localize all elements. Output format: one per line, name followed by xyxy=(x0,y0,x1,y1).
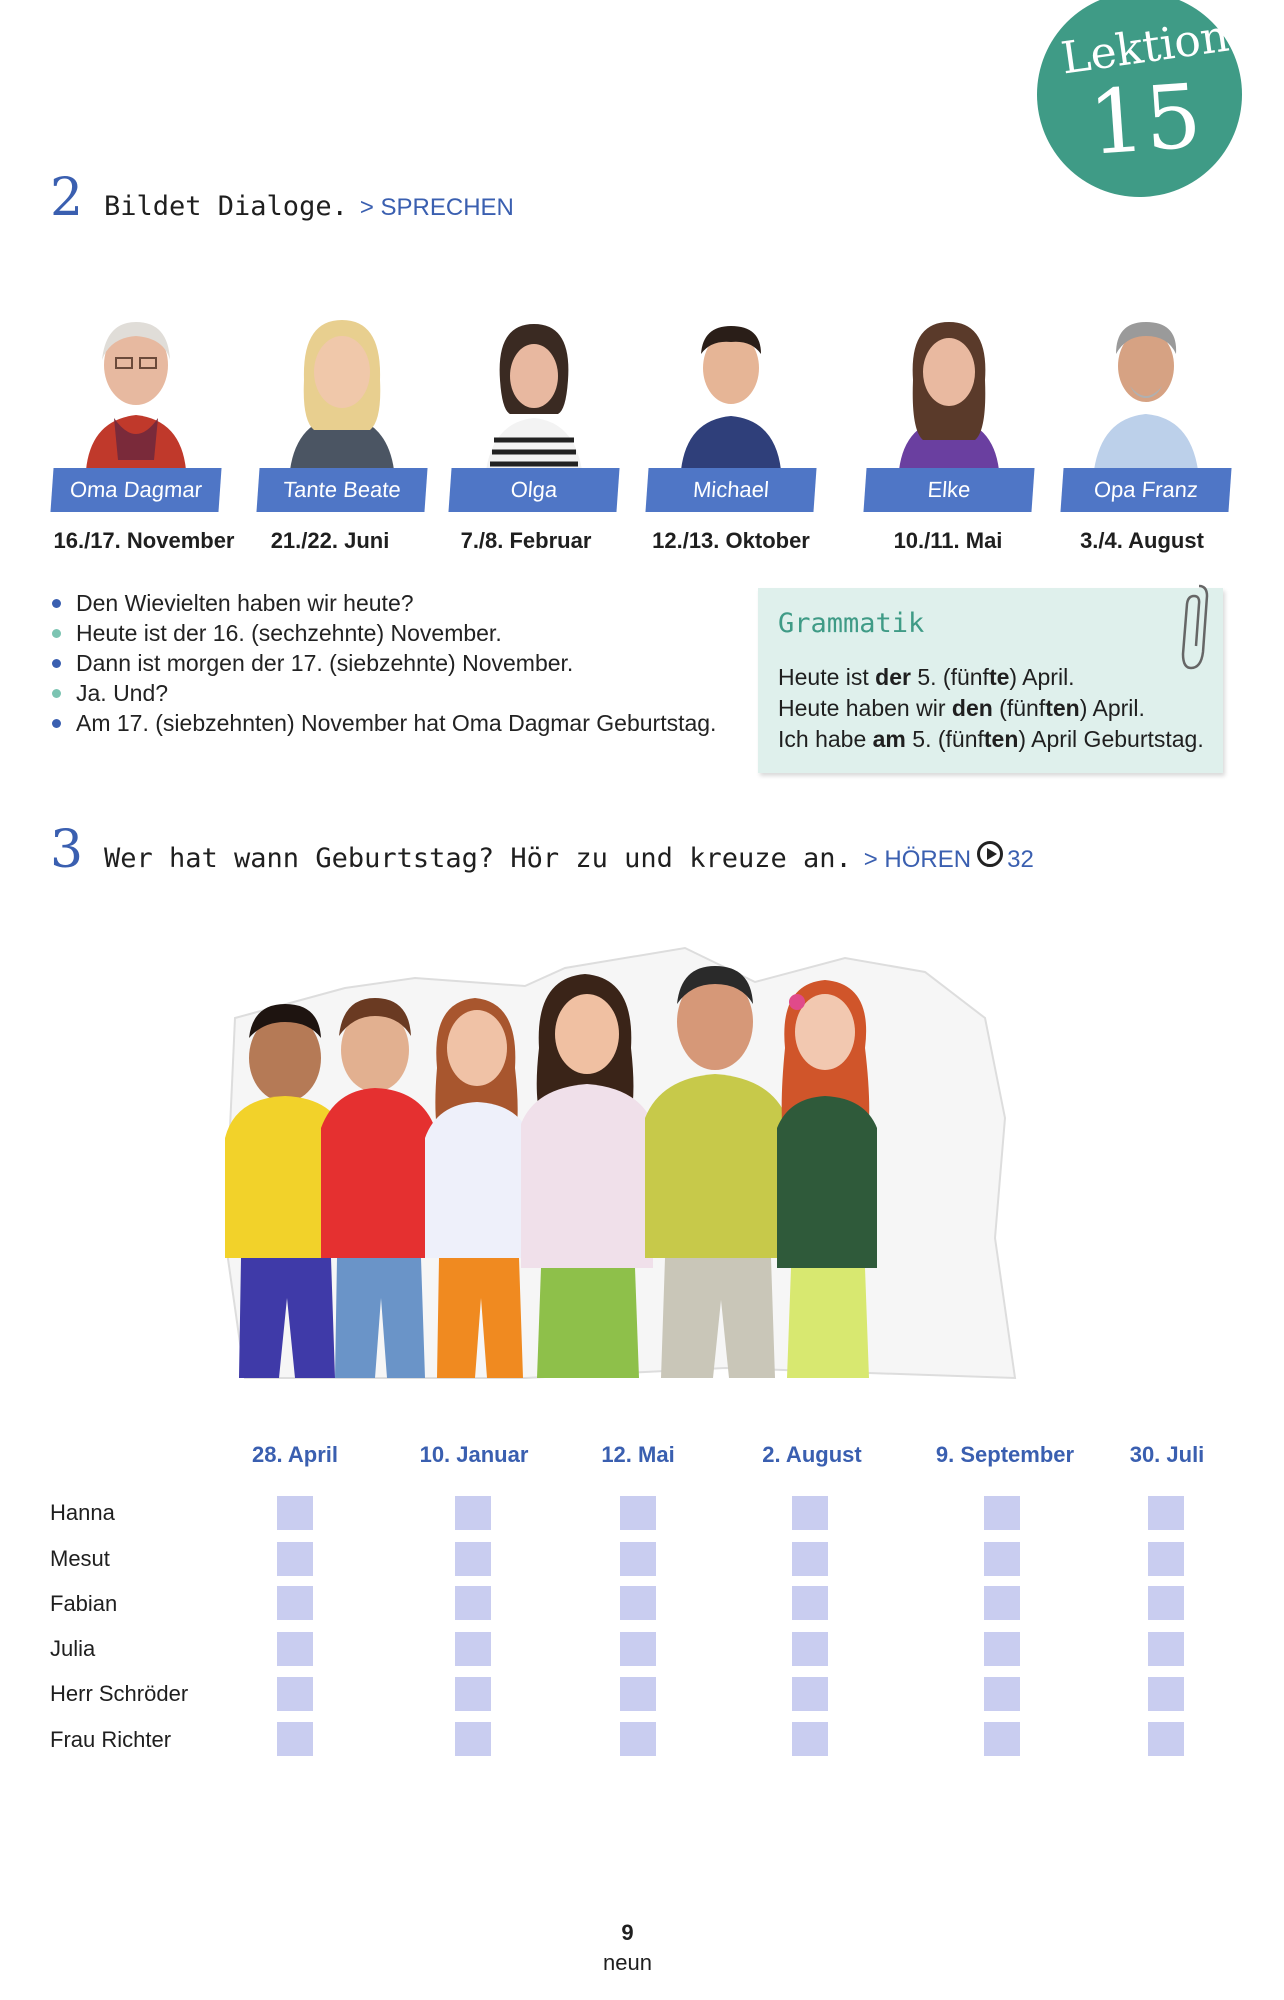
answer-checkbox[interactable] xyxy=(1148,1586,1184,1620)
answer-checkbox[interactable] xyxy=(620,1722,656,1756)
answer-checkbox[interactable] xyxy=(277,1677,313,1711)
row-label: Julia xyxy=(50,1636,96,1661)
date-column-header: 28. April xyxy=(252,1442,338,1467)
task-3-heading xyxy=(50,820,1034,880)
date-column-header: 30. Juli xyxy=(1129,1442,1205,1467)
grammar-lines xyxy=(778,662,1204,755)
person-photo xyxy=(76,310,196,470)
row-label: Herr Schröder xyxy=(50,1681,189,1706)
task-number: 2 xyxy=(50,168,84,228)
answer-checkbox[interactable] xyxy=(792,1542,828,1576)
dialogue-line: Den Wievielten haben wir heute? xyxy=(50,588,750,618)
answer-checkbox[interactable] xyxy=(984,1542,1020,1576)
answer-checkbox[interactable] xyxy=(455,1722,491,1756)
person-card xyxy=(258,310,426,510)
date-column-header: 2. August xyxy=(762,1442,862,1467)
date-column-header: 10. Januar xyxy=(419,1442,529,1467)
answer-checkbox[interactable] xyxy=(792,1496,828,1530)
answer-checkbox[interactable] xyxy=(984,1677,1020,1711)
row-label: Mesut xyxy=(50,1546,110,1571)
page-number: 9 xyxy=(621,1920,634,1945)
answer-checkbox[interactable] xyxy=(1148,1496,1184,1530)
person-photo xyxy=(282,310,402,470)
dialogue-line: Dann ist morgen der 17. (siebzehnte) November. xyxy=(50,648,750,678)
person-name-tag: Tante Beate xyxy=(256,468,427,512)
person-name-tag: Michael xyxy=(645,468,816,512)
audio-track-number: 32 xyxy=(1007,846,1034,873)
answer-checkbox[interactable] xyxy=(455,1632,491,1666)
answer-checkbox[interactable] xyxy=(1148,1542,1184,1576)
person-card xyxy=(450,310,618,510)
birthday-date: 7./8. Februar xyxy=(460,528,592,553)
skill-label: > SPRECHEN xyxy=(359,194,514,221)
person-photo xyxy=(474,310,594,470)
person-photo xyxy=(889,310,1009,470)
answer-checkbox[interactable] xyxy=(792,1586,828,1620)
lesson-label: Lektion xyxy=(1058,10,1232,85)
task-instruction: Wer hat wann Geburtstag? Hör zu und kreuze an. xyxy=(104,843,852,874)
dialogue-list xyxy=(50,588,750,738)
row-label: Fabian xyxy=(50,1591,118,1616)
page-number-word: neun xyxy=(603,1950,652,1975)
person-name-tag: Oma Dagmar xyxy=(50,468,221,512)
person-photo xyxy=(671,310,791,470)
person-name-tag: Olga xyxy=(448,468,619,512)
birthday-date: 12./13. Oktober xyxy=(652,528,810,553)
skill-label: > HÖREN xyxy=(863,846,972,873)
answer-checkbox[interactable] xyxy=(984,1496,1020,1530)
task-2-heading xyxy=(50,168,514,228)
answer-checkbox[interactable] xyxy=(1148,1632,1184,1666)
person-name-tag: Opa Franz xyxy=(1060,468,1231,512)
answer-checkbox[interactable] xyxy=(277,1542,313,1576)
answer-checkbox[interactable] xyxy=(455,1586,491,1620)
row-label: Frau Richter xyxy=(50,1727,172,1752)
answer-checkbox[interactable] xyxy=(455,1542,491,1576)
person-name-tag: Elke xyxy=(863,468,1034,512)
person-card xyxy=(52,310,220,510)
person-card xyxy=(865,310,1033,510)
person-photo xyxy=(1086,310,1206,470)
answer-checkbox[interactable] xyxy=(1148,1677,1184,1711)
answer-checkbox[interactable] xyxy=(620,1677,656,1711)
answer-checkbox[interactable] xyxy=(792,1722,828,1756)
birthday-date: 10./11. Mai xyxy=(893,528,1003,553)
answer-checkbox[interactable] xyxy=(792,1677,828,1711)
dialogue-line: Ja. Und? xyxy=(50,678,750,708)
paperclip-icon xyxy=(1179,582,1209,672)
answer-checkbox[interactable] xyxy=(1148,1722,1184,1756)
person-card xyxy=(647,310,815,510)
dialogue-line: Am 17. (siebzehnten) November hat Oma Dagmar Geburtstag. xyxy=(50,708,750,738)
task-number: 3 xyxy=(50,820,84,880)
answer-checkbox[interactable] xyxy=(277,1586,313,1620)
answer-checkbox[interactable] xyxy=(620,1632,656,1666)
answer-checkbox[interactable] xyxy=(620,1542,656,1576)
row-label: Hanna xyxy=(50,1500,115,1525)
answer-checkbox[interactable] xyxy=(792,1632,828,1666)
date-column-header: 9. September xyxy=(935,1442,1075,1467)
birthday-date: 16./17. November xyxy=(53,528,235,553)
answer-checkbox[interactable] xyxy=(984,1722,1020,1756)
grammar-line: Heute haben wir den (fünften) April. xyxy=(778,695,1145,721)
dialogue-line: Heute ist der 16. (sechzehnte) November. xyxy=(50,618,750,648)
answer-checkbox[interactable] xyxy=(455,1496,491,1530)
audio-play-icon[interactable] xyxy=(977,841,1003,867)
lesson-number: 15 xyxy=(1085,64,1205,175)
grammar-line: Heute ist der 5. (fünfte) April. xyxy=(778,664,1075,690)
birthday-date: 21./22. Juni xyxy=(270,528,390,553)
lesson-badge xyxy=(1015,0,1265,210)
birthday-date: 3./4. August xyxy=(1080,528,1204,553)
answer-checkbox[interactable] xyxy=(277,1632,313,1666)
family-illustration xyxy=(225,938,1025,1388)
answer-checkbox[interactable] xyxy=(620,1496,656,1530)
answer-checkbox[interactable] xyxy=(984,1586,1020,1620)
person-card xyxy=(1062,310,1230,510)
answer-checkbox[interactable] xyxy=(277,1722,313,1756)
grammar-box xyxy=(758,588,1223,773)
answer-checkbox[interactable] xyxy=(455,1677,491,1711)
date-column-header: 12. Mai xyxy=(601,1442,675,1467)
task-instruction: Bildet Dialoge. xyxy=(104,191,348,222)
answer-checkbox[interactable] xyxy=(984,1632,1020,1666)
answer-checkbox[interactable] xyxy=(620,1586,656,1620)
grammar-line: Ich habe am 5. (fünften) April Geburtstag. xyxy=(778,726,1204,752)
grammar-title: Grammatik xyxy=(778,608,925,639)
answer-checkbox[interactable] xyxy=(277,1496,313,1530)
